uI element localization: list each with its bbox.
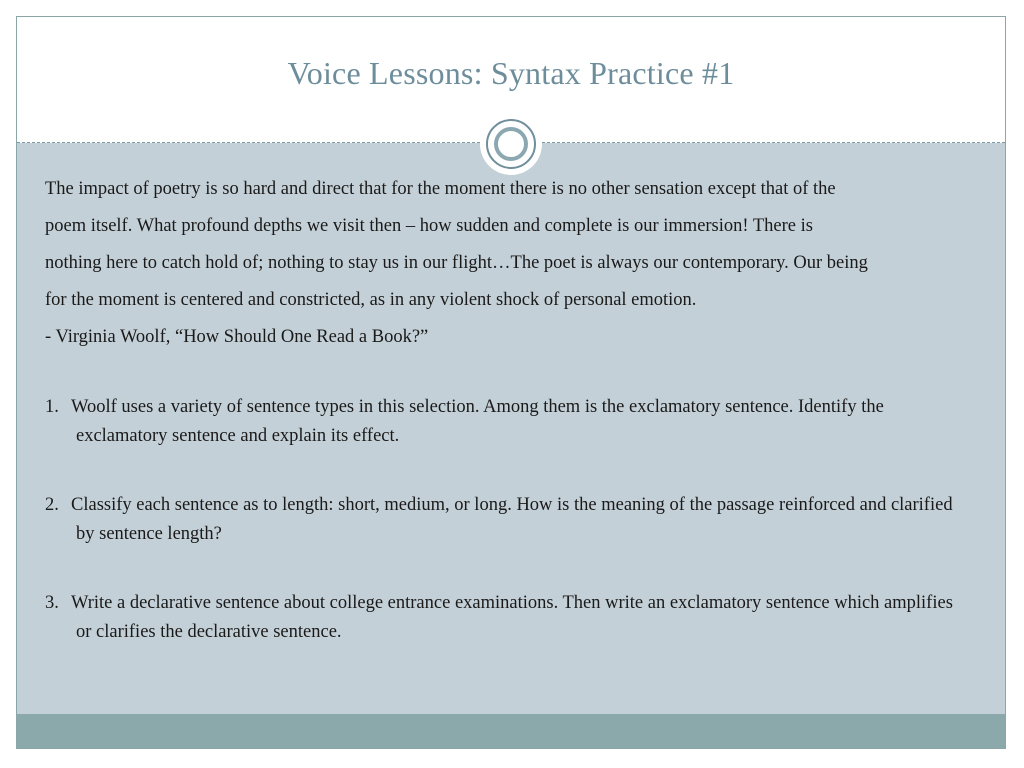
- question-number: 2.: [45, 495, 59, 515]
- slide: [16, 16, 1006, 749]
- inner-ring-icon: [494, 127, 528, 161]
- passage-line: nothing here to catch hold of; nothing to stay us in our flight…The poet is always our contemporary. Our being: [45, 253, 868, 273]
- outer-ring-icon: [486, 119, 536, 169]
- question-text: Woolf uses a variety of sentence types in this selection. Among them is the exclamatory sentence. Identify the exclamatory sentence and explain its effect.: [71, 397, 884, 446]
- circle-ornament-icon: [480, 113, 542, 175]
- question-2: [45, 491, 970, 549]
- passage-attribution: - Virginia Woolf, “How Should One Read a Book?”: [45, 327, 429, 347]
- question-number: 1.: [45, 397, 59, 417]
- passage-line: The impact of poetry is so hard and direct that for the moment there is no other sensation except that of the: [45, 179, 836, 199]
- spacer: [45, 360, 970, 393]
- question-text: Write a declarative sentence about college entrance examinations. Then write an exclamatory sentence which amplifies or clarifies the declarative sentence.: [71, 593, 953, 642]
- question-number: 3.: [45, 593, 59, 613]
- passage-line: poem itself. What profound depths we visit then – how sudden and complete is our immersion! There is: [45, 216, 813, 236]
- passage-line: for the moment is centered and constricted, as in any violent shock of personal emotion.: [45, 290, 697, 310]
- question-1: [45, 393, 970, 451]
- slide-body: [45, 175, 970, 687]
- question-text: Classify each sentence as to length: short, medium, or long. How is the meaning of the passage reinforced and clarified by sentence length?: [71, 495, 953, 544]
- footer-band: [17, 714, 1005, 748]
- slide-title: Voice Lessons: Syntax Practice #1: [287, 55, 735, 91]
- question-3: [45, 589, 970, 647]
